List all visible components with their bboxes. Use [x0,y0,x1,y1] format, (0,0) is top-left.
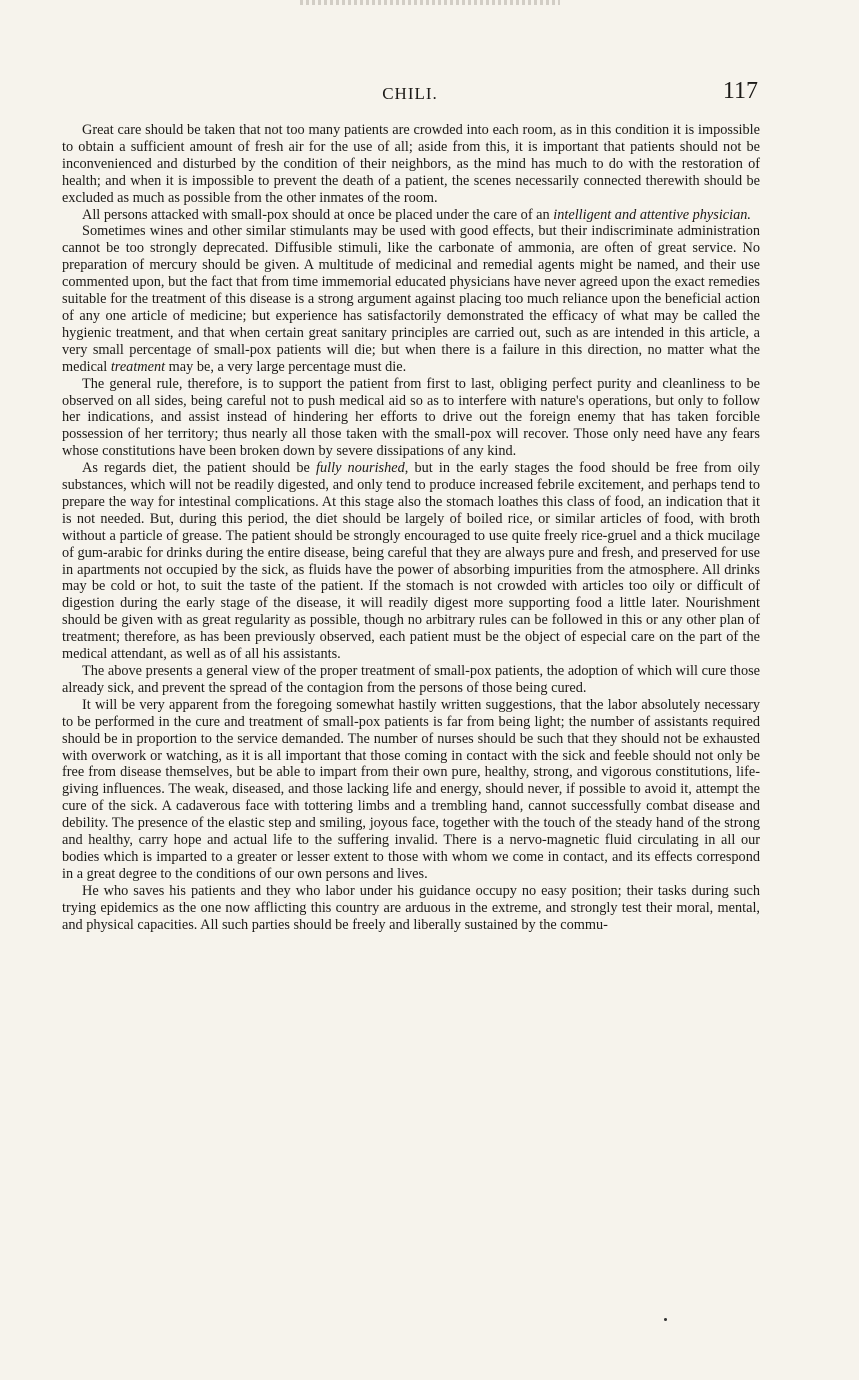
paragraph-summary [62,663,760,697]
text-span: may be, a very large percentage must die. [165,358,407,375]
running-title: CHILI. [382,84,438,103]
text-span: , but in the early stages the food should be free from oily substances, which will not be readily digested, and only tend to produce increased febrile excitement, and perhaps tend to prepare the way for intestinal complications. At this stage also the stomach loathes this class of food, an indication that it is not needed. But, during this period, the diet should be largely of boiled rice, or similar articles of food, with broth without a particle of grease. The patient should be strongly encouraged to use quite freely rice-gruel and a thick mucilage of gum-arabic for drinks during the entire disease, being careful that they are always pure and fresh, and preserved for use in apartments not occupied by the sick, as fluids have the power of absorbing impurities from the atmosphere. All drinks may be cold or hot, to suit the taste of the patient. If the stomach is not crowded with articles too oily or difficult of digestion during the early stage of the disease, it will readily digest more supporting food a little later. Nourishment should be given with as great regularity as possible, though no arbitrary rules can be followed in this or any other plan of treatment; therefore, as has been previously observed, each patient must be the object of especial care on the part of the medical attendant, as well as of all his assistants. [62,460,760,663]
paragraph-general-rule [62,376,760,461]
paragraph-stimulants [62,223,760,375]
emphasis: fully nourished [316,460,405,477]
emphasis: treatment [110,358,166,375]
paragraph-labor [62,697,760,883]
page-number: 117 [722,78,758,104]
text-span: The above presents a general view of the proper treatment of small-pox patients, the adoption of which will cure those already sick, and prevent the spread of the contagion from the persons of those being cured. [62,663,760,696]
text-span: Great care should be taken that not too many patients are crowded into each room, as in this condition it is impossible to obtain a sufficient amount of fresh air for the use of all; aside from this, it is important that patients should not be inconvenienced and disturbed by the condition of their neighbors, as the mind has much to do with the restoration of health; and when it is impossible to prevent the death of a patient, the scenes necessarily connected therewith should be excluded as much as possible from the other inmates of the room. [62,122,760,206]
ink-speck [664,1318,667,1321]
paragraph-crowding [62,122,760,207]
paragraph-physician [62,207,760,224]
text-span: All persons attacked with small-pox should at once be placed under the care of an [82,206,554,223]
running-head [62,78,758,114]
paragraph-diet [62,460,760,663]
text-span: As regards diet, the patient should be [82,460,316,477]
paragraph-saves-patients [62,883,760,934]
text-span: He who saves his patients and they who labor under his guidance occupy no easy position; their tasks during such trying epidemics as the one now afflicting this country are arduous in the extreme, and strongly test their moral, mental, and physical capacities. All such parties should be freely and liberally sustained by the commu- [62,882,760,933]
scan-edge-artifact [300,0,560,5]
text-span: Sometimes wines and other similar stimulants may be used with good effects, but their indiscriminate administration cannot be too strongly deprecated. Diffusible stimuli, like the carbonate of ammonia, are often of great service. No preparation of mercury should be given. A multitude of medicinal and remedial agents might be named, and their use commented upon, but the fact that from time immemorial educated physicians have never agreed upon the exact remedies suitable for the treatment of this disease is a strong argument against placing too much reliance upon the beneficial action of any one article of medicine; but experience has satisfactorily demonstrated the efficacy of what may be called the hygienic treatment, and that when certain great sanitary principles are carried out, such as are intended in this article, a very small percentage of small-pox patients will die; but when there is a failure in this direction, no matter what the medical [62,223,760,375]
emphasis: intelligent and attentive physician. [553,206,751,223]
text-span: It will be very apparent from the foregoing somewhat hastily written suggestions, that the labor absolutely necessary to be performed in the cure and treatment of small-pox patients is far from being light; the number of assistants required should be in proportion to the service demanded. The number of nurses should be such that they should not be exhausted with overwork or watching, as it is all important that those coming in contact with the sick and feeble should not only be free from disease themselves, but be able to impart from their own pure, healthy, strong, and vigorous constitutions, life-giving influences. The weak, diseased, and those lacking life and energy, should never, if possible to avoid it, attempt the cure of the sick. A cadaverous face with tottering limbs and a trembling hand, cannot successfully combat disease and debility. The presence of the elastic step and smiling, joyous face, together with the touch of the steady hand of the strong and healthy, carry hope and actual life to the suffering invalid. There is a nervo-magnetic fluid circulating in all our bodies which is imparted to a greater or lesser extent to those with whom we come in contact, and its effects correspond in a great degree to the conditions of our own persons and lives. [62,696,760,882]
text-span: The general rule, therefore, is to support the patient from first to last, obliging perfect purity and cleanliness to be observed on all sides, being careful not to push medical aid so as to interfere with nature's operations, but only to follow her indications, and assist instead of hindering her efforts to drive out the foreign enemy that has taken forcible possession of her territory; thus nearly all those taken with the small-pox will recover. Those only need have any fears whose constitutions have been broken down by severe dissipations of any kind. [62,375,760,460]
body-text [62,122,760,934]
